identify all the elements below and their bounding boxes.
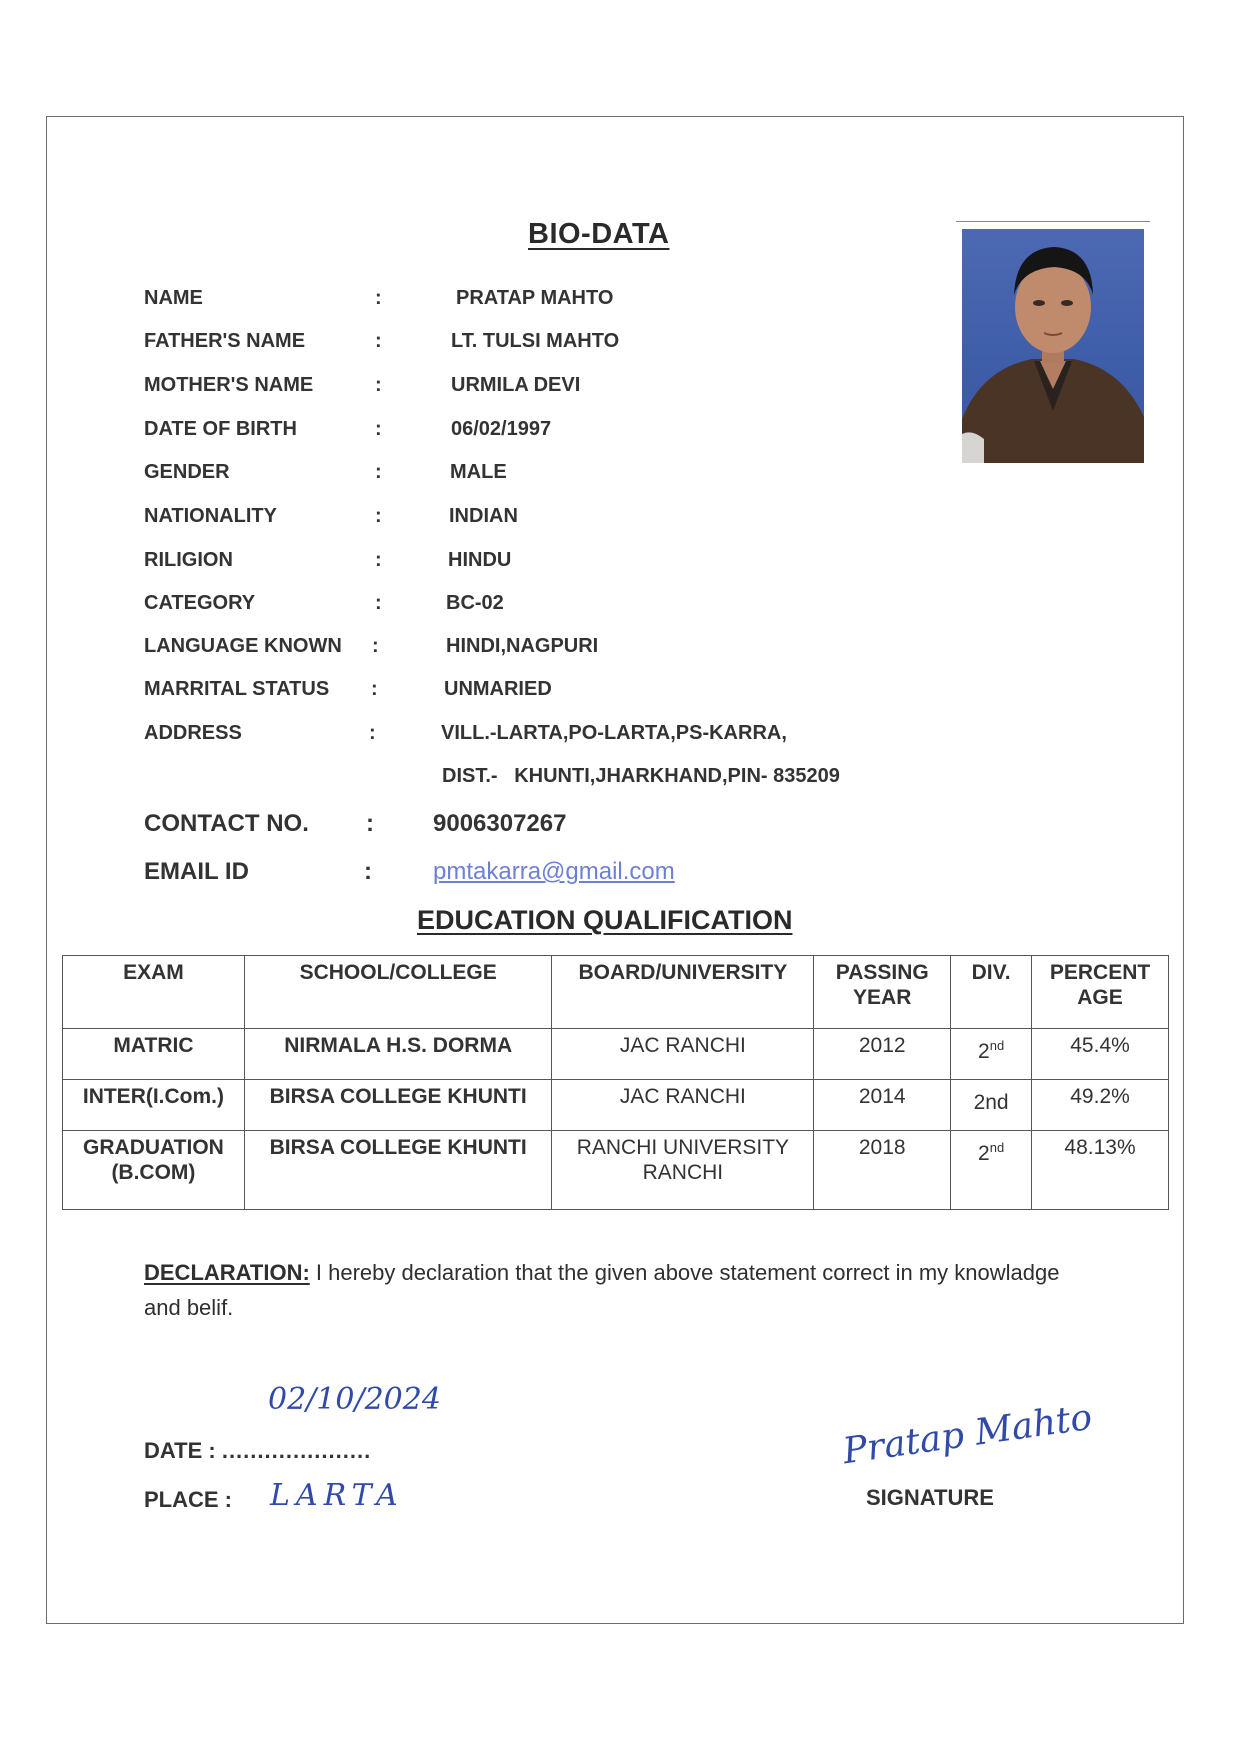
table-row (63, 1029, 1169, 1080)
place-label: PLACE : (144, 1487, 232, 1512)
cell-school: BIRSA COLLEGE KHUNTI (244, 1131, 552, 1210)
cell-text: JAC RANCHI (619, 1034, 746, 1057)
handwritten-date: 02/10/2024 (268, 1382, 441, 1417)
field-label: FATHER'S NAME (144, 330, 306, 352)
cell-text: GRADUATION (83, 1136, 224, 1159)
field-value: 9006307267 (433, 810, 567, 837)
field-fathers-name (144, 330, 864, 356)
signature-label: SIGNATURE (866, 1485, 994, 1510)
field-label: LANGUAGE KNOWN (144, 635, 342, 657)
field-label: CONTACT NO. (144, 810, 309, 837)
cell-exam (63, 1131, 245, 1210)
field-value: BC-02 (446, 592, 504, 614)
column-header: SCHOOL/COLLEGE (244, 956, 552, 1029)
field-nationality (144, 505, 864, 531)
colon: : (372, 635, 379, 657)
cell-text: RANCHI UNIVERSITY (576, 1136, 790, 1159)
handwritten-place: LARTA (270, 1478, 404, 1513)
field-value: LT. TULSI MAHTO (451, 330, 620, 352)
cell-school: BIRSA COLLEGE KHUNTI (244, 1080, 552, 1131)
column-header: BOARD/UNIVERSITY (552, 956, 814, 1029)
field-label: MOTHER'S NAME (144, 374, 314, 396)
field-date-of-birth (144, 418, 864, 444)
declaration (144, 1255, 1074, 1325)
field-label: RILIGION (144, 549, 233, 571)
table-row (63, 1080, 1169, 1131)
field-value: URMILA DEVI (451, 374, 581, 396)
field-address-line2 (144, 765, 864, 791)
field-gender (144, 461, 864, 487)
table-row (63, 1131, 1169, 1210)
field-name (144, 287, 864, 313)
colon: : (375, 287, 382, 309)
column-header: EXAM (63, 956, 245, 1029)
field-label: EMAIL ID (144, 858, 249, 885)
date-field (144, 1438, 371, 1464)
cell-div (951, 1080, 1032, 1131)
column-header-line: PERCENT (1049, 961, 1151, 984)
declaration-text: I hereby declaration that the given above statement correct in my knowladge and belif. (144, 1260, 1060, 1320)
field-contact (144, 810, 864, 836)
colon: : (371, 678, 378, 700)
cell-superscript: nd (989, 1038, 1005, 1053)
signature-mark: Pratap Mahto (840, 1396, 1095, 1473)
section-heading-education: EDUCATION QUALIFICATION (417, 905, 793, 935)
cell-superscript: nd (989, 1140, 1005, 1155)
cell-board (552, 1080, 814, 1131)
cell-year: 2014 (814, 1080, 951, 1131)
field-label: DATE OF BIRTH (144, 418, 297, 440)
column-header (1032, 956, 1169, 1029)
field-label: ADDRESS (144, 722, 242, 744)
field-marital-status (144, 678, 864, 704)
cell-text: 2 (978, 1040, 990, 1063)
passport-photo (962, 229, 1144, 463)
email-link[interactable]: pmtakarra@gmail.com (433, 858, 675, 885)
field-value: MALE (450, 461, 507, 483)
column-header-line: YEAR (853, 986, 912, 1009)
cell-board (552, 1029, 814, 1080)
cell-percent: 45.4% (1032, 1029, 1169, 1080)
field-value: DIST.- KHUNTI,JHARKHAND,PIN- 835209 (442, 765, 840, 787)
column-header: DIV. (951, 956, 1032, 1029)
field-category (144, 592, 864, 618)
cell-text: 2nd (973, 1091, 1009, 1114)
field-value: HINDU (448, 549, 512, 571)
field-email (144, 858, 864, 884)
colon: : (366, 810, 374, 837)
colon: : (375, 461, 382, 483)
field-label: NAME (144, 287, 203, 309)
cell-text: MATRIC (113, 1034, 194, 1057)
field-value: UNMARIED (444, 678, 552, 700)
cell-board (552, 1131, 814, 1210)
field-label: NATIONALITY (144, 505, 277, 527)
cell-text: INTER(I.Com.) (82, 1085, 225, 1108)
colon: : (375, 330, 382, 352)
field-mothers-name (144, 374, 864, 400)
cell-percent: 48.13% (1032, 1131, 1169, 1210)
field-label: MARRITAL STATUS (144, 678, 330, 700)
page-title: BIO-DATA (528, 218, 670, 250)
cell-text: 2 (978, 1142, 990, 1165)
cell-exam (63, 1080, 245, 1131)
cell-year: 2012 (814, 1029, 951, 1080)
cell-year: 2018 (814, 1131, 951, 1210)
field-value: PRATAP MAHTO (456, 287, 614, 309)
colon: : (375, 374, 382, 396)
field-value: VILL.-LARTA,PO-LARTA,PS-KARRA, (441, 722, 787, 744)
field-address (144, 722, 864, 748)
date-dots: ..................... (221, 1438, 372, 1463)
education-table (62, 955, 1169, 1210)
cell-exam (63, 1029, 245, 1080)
colon: : (364, 858, 372, 885)
cell-percent: 49.2% (1032, 1080, 1169, 1131)
cell-div (951, 1131, 1032, 1210)
column-header-line: PASSING (835, 961, 929, 984)
cell-text: RANCHI (642, 1161, 724, 1184)
field-language-known (144, 635, 864, 661)
colon: : (369, 722, 376, 744)
column-header (814, 956, 951, 1029)
field-religion (144, 549, 864, 575)
date-label: DATE : (144, 1438, 216, 1463)
cell-text: JAC RANCHI (619, 1085, 746, 1108)
field-value: INDIAN (449, 505, 518, 527)
colon: : (375, 549, 382, 571)
colon: : (375, 592, 382, 614)
table-header-row (63, 956, 1169, 1029)
cell-text: (B.COM) (111, 1161, 196, 1184)
cell-div (951, 1029, 1032, 1080)
field-value: HINDI,NAGPURI (446, 635, 599, 657)
photo-top-rule (956, 221, 1150, 222)
field-label: CATEGORY (144, 592, 256, 614)
column-header-line: AGE (1077, 986, 1123, 1009)
cell-school: NIRMALA H.S. DORMA (244, 1029, 552, 1080)
colon: : (375, 505, 382, 527)
field-value: 06/02/1997 (451, 418, 552, 440)
declaration-heading: DECLARATION: (144, 1260, 310, 1285)
colon: : (375, 418, 382, 440)
field-label: GENDER (144, 461, 230, 483)
